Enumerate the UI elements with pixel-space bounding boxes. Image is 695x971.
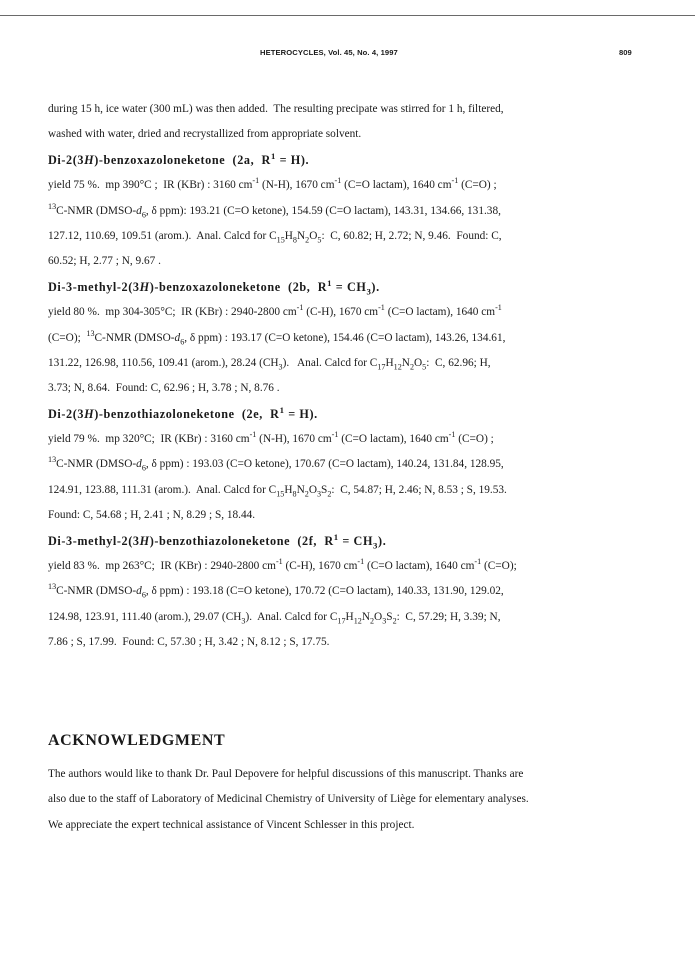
body-line: during 15 h, ice water (300 mL) was then added. The resulting precipate was stirred for 1 h, filtered, (48, 103, 504, 115)
compound-heading: Di-2(3H)-benzoxazoloneketone (2a, $R^1 = H$). (48, 150, 310, 167)
acknowledgment-line: also due to the staff of Laboratory of Medicinal Chemistry of University of Liège for elementary analyses. (48, 793, 529, 806)
body-line: 131.22, 126.98, 110.56, 109.41 (arom.), 28.24 $(CH_3)$. Anal. Calcd for $C_{17}H_{12}N_2O_5$: C, 62.96; H, (48, 356, 491, 372)
body-line: yield 79 %. mp 320°C; IR (KBr) : 3160 $cm^{-1}$ (N-H), 1670 $cm^{-1}$ (C=O lactam), 1640 $cm^{-1}$ (C=O) ; (48, 430, 494, 446)
body-line: $^{13}$C-NMR ($DMSO-d_6$, δ ppm) : 193.18 (C=O ketone), 170.72 (C=O lactam), 140.33, 131.90, 129.02, (48, 582, 504, 600)
body-line: Found: C, 54.68 ; H, 2.41 ; N, 8.29 ; S, 18.44. (48, 509, 256, 522)
body-line: $^{13}$C-NMR ($DMSO-d_6$, δ ppm) : 193.03 (C=O ketone), 170.67 (C=O lactam), 140.24, 131.84, 128.95, (48, 455, 504, 473)
body-line: yield 83 %. mp 263°C; IR (KBr) : 2940-2800 $cm^{-1}$ (C-H), 1670 $cm^{-1}$ (C=O lactam), 1640 $cm^{-1}$ (C=O); (48, 557, 517, 573)
acknowledgment-body (48, 762, 650, 838)
acknowledgment-line: We appreciate the expert technical assistance of Vincent Schlesser in this project. (48, 818, 415, 831)
body-line: 3.73; N, 8.64. Found: C, 62.96 ; H, 3.78 ; N, 8.76 . (48, 382, 280, 395)
body-line: yield 80 %. mp 304-305°C; IR (KBr) : 2940-2800 $cm^{-1}$ (C-H), 1670 $cm^{-1}$ (C=O lactam), 1640 $cm^{-1}$ (48, 303, 502, 319)
acknowledgment-line: The authors would like to thank Dr. Paul Depovere for helpful discussions of this manuscript. Thanks are (48, 768, 524, 780)
running-header: HETEROCYCLES, Vol. 45, No. 4, 1997 (260, 48, 398, 57)
compound-heading: Di-3-methyl-2(3H)-benzothiazoloneketone (2f, $R^1 = CH_3$). (48, 531, 387, 551)
body-line: (C=O); $^{13}$C-NMR ($DMSO-d_6$, δ ppm) : 193.17 (C=O ketone), 154.46 (C=O lactam), 143.26, 134.61, (48, 328, 506, 346)
body-line: washed with water, dried and recrystallized from appropriate solvent. (48, 128, 362, 141)
top-rule (0, 15, 695, 16)
body-line: $^{13}$C-NMR ($DMSO-d_6$, δ ppm): 193.21 (C=O ketone), 154.59 (C=O lactam), 143.31, 134.66, 131.38, (48, 201, 501, 219)
compound-heading: Di-3-methyl-2(3H)-benzoxazoloneketone (2b, $R^1 = CH_3$). (48, 277, 380, 297)
page-number: 809 (619, 48, 632, 57)
body-line: yield 75 %. mp 390°C ; IR (KBr) : 3160 $cm^{-1}$ (N-H), 1670 $cm^{-1}$ (C=O lactam), 1640 $cm^{-1}$ (C=O) ; (48, 176, 497, 192)
body-line: 60.52; H, 2.77 ; N, 9.67 . (48, 255, 161, 268)
body-line: 124.98, 123.91, 111.40 (arom.), 29.07 $(CH_3)$. Anal. Calcd for $C_{17}H_{12}N_2O_3S_2$: C, 57.29; H, 3.39; N, (48, 610, 501, 626)
section-title-acknowledgment: ACKNOWLEDGMENT (48, 732, 226, 749)
body-line: 124.91, 123.88, 111.31 (arom.). Anal. Calcd for $C_{15}H_8N_2O_3S_2$: C, 54.87; H, 2.46; N, 8.53 ; S, 19.53. (48, 483, 507, 499)
body-line: 7.86 ; S, 17.99. Found: C, 57.30 ; H, 3.42 ; N, 8.12 ; S, 17.75. (48, 636, 330, 649)
body-line: 127.12, 110.69, 109.51 (arom.). Anal. Calcd for $C_{15}H_8N_2O_5$: C, 60.82; H, 2.72; N, 9.46. Found: C, (48, 229, 502, 245)
compound-heading: Di-2(3H)-benzothiazoloneketone (2e, $R^1 = H$). (48, 404, 318, 421)
experimental-body (48, 97, 650, 656)
